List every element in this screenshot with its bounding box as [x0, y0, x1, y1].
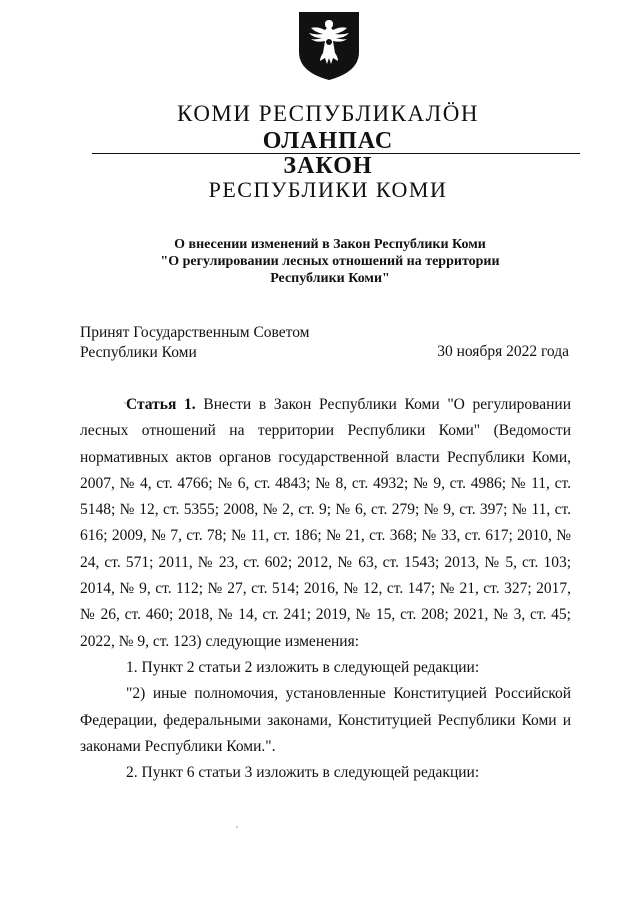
article-paragraph: [80, 392, 571, 655]
adoption-line: Принят Государственным Советом: [80, 324, 310, 341]
list-item: 2. Пункт 6 статьи 3 изложить в следующей редакции:: [126, 764, 480, 782]
header-olanpas: ОЛАНПАС: [262, 128, 394, 154]
law-title-line: Республики Коми": [270, 271, 390, 286]
adoption-body: [80, 323, 310, 363]
article-text: Внести в Закон Республики Коми "О регулировании лесных отношений на территории Республики Коми" (Ведомости нормативных актов органов государственной власти Республики Коми, 2007, № 4, ст. 4766; № 6, ст. 4843; № 8, ст. 4932; № 9, ст. 4986; № 11, ст. 5148; № 12, ст. 5355; 2008, № 2, ст. 9; № 6, ст. 279; № 9, ст. 397; № 11, ст. 616; 2009, № 7, ст. 78; № 11, ст. 186; № 21, ст. 368; № 33, ст. 617; 2010, № 24, ст. 571; 2011, № 23, ст. 602; 2012, № 63, ст. 1543; 2013, № 5, ст. 103; 2014, № 9, ст. 112; № 27, ст. 514; 2016, № 12, ст. 147; № 21, ст. 327; 2017, № 26, ст. 460; 2018, № 14, ст. 241; 2019, № 15, ст. 208; 2021, № 3, ст. 45; 2022, № 9, ст. 123) следующие изменения:: [80, 396, 572, 650]
law-title: [80, 236, 580, 287]
header-zakon: ЗАКОН: [283, 153, 373, 179]
list-item: "2) иные полномочия, установленные Конституцией Российской Федерации, федеральными законами, Конституцией Республики Коми и законами Республики Коми.".: [80, 685, 571, 755]
adoption-line: Республики Коми: [80, 344, 197, 361]
adoption-date: 30 ноября 2022 года: [437, 343, 569, 360]
coat-of-arms-komi-icon: [297, 10, 361, 82]
law-body: [80, 392, 571, 786]
article-label: Статья 1.: [126, 396, 196, 413]
header-komi-language: КОМИ РЕСПУБЛИКАЛÖН: [177, 101, 479, 126]
law-title-line: "О регулировании лесных отношений на территории: [160, 254, 500, 269]
law-title-line: О внесении изменений в Закон Республики Коми: [174, 237, 486, 252]
scan-artifact: [124, 402, 126, 404]
scan-artifact: [236, 826, 238, 828]
list-item: 1. Пункт 2 статьи 2 изложить в следующей редакции:: [126, 658, 480, 676]
header-republic: РЕСПУБЛИКИ КОМИ: [208, 177, 448, 202]
